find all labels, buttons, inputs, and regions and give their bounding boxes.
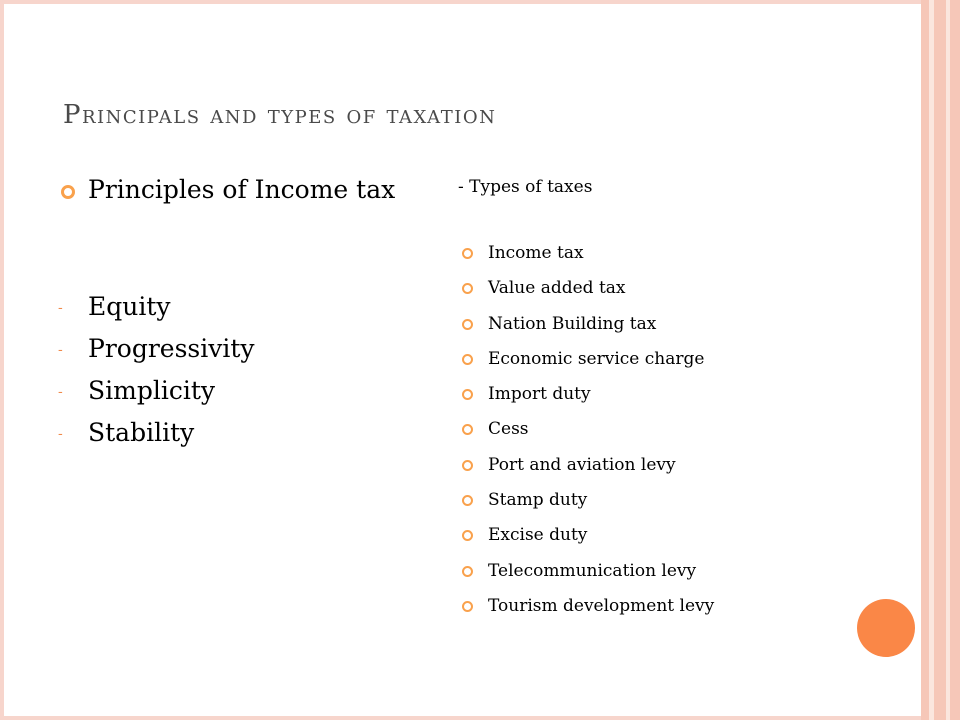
dash-marker: -: [58, 300, 63, 316]
dash-marker: -: [58, 384, 63, 400]
tax-label: Excise duty: [488, 525, 588, 546]
principle-label: Simplicity: [88, 376, 215, 405]
accent-circle: [857, 599, 915, 657]
bullet-icon: [462, 495, 473, 506]
tax-label: Stamp duty: [488, 490, 588, 511]
tax-label: Cess: [488, 419, 529, 440]
slide-title: Principals and types of taxation: [63, 100, 497, 130]
tax-label: Telecommunication levy: [488, 560, 697, 581]
bullet-icon: [462, 354, 473, 365]
bullet-icon: [462, 460, 473, 471]
tax-label: Income tax: [488, 243, 584, 263]
bullet-icon: [462, 601, 473, 612]
tax-label: Economic service charge: [488, 348, 705, 369]
bullet-icon: [462, 566, 473, 577]
bullet-icon: [462, 319, 473, 330]
decor-stripe: [950, 0, 960, 720]
tax-label: Import duty: [488, 384, 591, 405]
decor-stripe: [921, 0, 929, 720]
decor-stripe: [934, 0, 946, 720]
left-heading: Principles of Income tax: [88, 175, 396, 204]
principle-label: Stability: [88, 418, 195, 447]
dash-marker: -: [58, 342, 63, 358]
tax-label: Nation Building tax: [488, 313, 657, 334]
right-heading: - Types of taxes: [458, 177, 593, 197]
bullet-icon: [462, 248, 473, 259]
bullet-icon: [61, 185, 75, 199]
tax-label: Tourism development levy: [488, 595, 715, 616]
dash-marker: -: [58, 426, 63, 442]
principle-label: Progressivity: [88, 334, 255, 363]
tax-label: Port and aviation levy: [488, 454, 676, 475]
tax-label: Value added tax: [488, 278, 626, 299]
principle-label: Equity: [88, 292, 171, 321]
